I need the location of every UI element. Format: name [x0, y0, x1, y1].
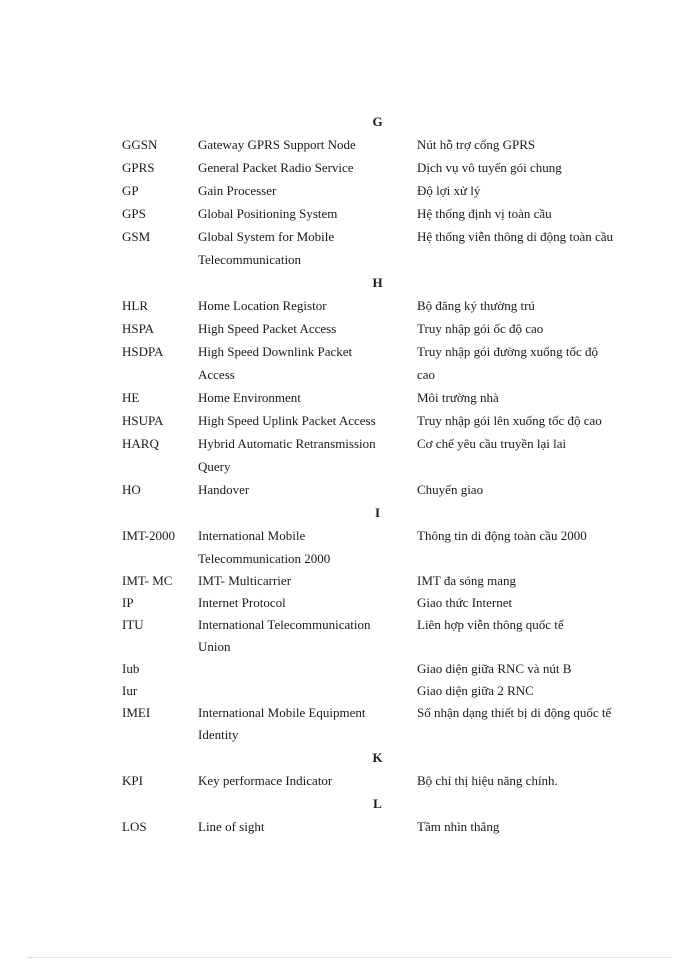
list-item [122, 478, 652, 501]
abbreviation: IMEI [122, 705, 151, 720]
abbreviation: HSUPA [122, 413, 164, 428]
vietnamese-meaning: IMT đa sóng mang [417, 573, 517, 588]
full-term: Key performace Indicator [198, 773, 333, 788]
abbreviation: GPRS [122, 160, 155, 175]
full-term: International Mobile Telecommunication 2000 [198, 528, 331, 566]
vietnamese-meaning: Liên hợp viễn thông quốc tế [417, 617, 564, 632]
list-item [122, 524, 652, 570]
list-item [122, 340, 652, 386]
section-letter-i: I [374, 505, 381, 520]
abbreviation: Iur [122, 683, 138, 698]
list-item [122, 658, 652, 680]
list-item [122, 432, 652, 478]
list-item [122, 702, 652, 746]
vietnamese-meaning: Độ lợi xử lý [417, 183, 481, 198]
section-letter-l: L [373, 796, 382, 811]
abbreviation: KPI [122, 773, 143, 788]
vietnamese-meaning: Giao diện giữa RNC và nút B [417, 661, 572, 676]
full-term: Home Environment [198, 390, 301, 405]
list-item [122, 592, 652, 614]
vietnamese-meaning: Chuyển giao [417, 482, 484, 497]
abbreviation: Iub [122, 661, 140, 676]
vietnamese-meaning: Giao thức Internet [417, 595, 513, 610]
vietnamese-meaning: Nút hỗ trợ cổng GPRS [417, 137, 536, 152]
section-letter-g: G [372, 114, 383, 129]
vietnamese-meaning: Cơ chế yêu cầu truyền lại lai [417, 436, 567, 451]
list-item [122, 202, 652, 225]
full-term: General Packet Radio Service [198, 160, 354, 175]
abbreviation: HE [122, 390, 140, 405]
full-term: Home Location Registor [198, 298, 327, 313]
list-item [122, 156, 652, 179]
section-letter-h: H [372, 275, 383, 290]
abbreviation: ITU [122, 617, 144, 632]
list-item [122, 769, 652, 792]
vietnamese-meaning: Bộ đăng ký thường trú [417, 298, 535, 313]
vietnamese-meaning: Dịch vụ vô tuyến gói chung [417, 160, 562, 175]
vietnamese-meaning: Môi trường nhà [417, 390, 499, 405]
abbreviation: IP [122, 595, 134, 610]
full-term: High Speed Uplink Packet Access [198, 413, 376, 428]
list-item [122, 680, 652, 702]
abbreviation: GPS [122, 206, 146, 221]
abbreviation: HO [122, 482, 141, 497]
full-term: Gateway GPRS Support Node [198, 137, 356, 152]
full-term: High Speed Packet Access [198, 321, 337, 336]
list-item [122, 225, 652, 271]
page-bottom-divider [28, 957, 672, 958]
vietnamese-meaning: Truy nhập gói ốc độ cao [417, 321, 544, 336]
section-letter-k: K [372, 750, 383, 765]
vietnamese-meaning: Tầm nhìn thẳng [417, 819, 500, 834]
vietnamese-meaning: Số nhận dạng thiết bị di động quốc tế [417, 705, 612, 720]
full-term: Global System for Mobile Telecommunication [198, 229, 335, 267]
abbreviation-list [122, 110, 652, 838]
list-item [122, 179, 652, 202]
full-term: Handover [198, 482, 250, 497]
vietnamese-meaning: Truy nhập gói đường xuống tốc độ cao [417, 344, 598, 382]
vietnamese-meaning: Hệ thống viễn thông di động toàn cầu [417, 229, 614, 244]
list-item [122, 133, 652, 156]
vietnamese-meaning: Giao diện giữa 2 RNC [417, 683, 534, 698]
full-term: Line of sight [198, 819, 265, 834]
full-term: Internet Protocol [198, 595, 286, 610]
vietnamese-meaning: Bộ chỉ thị hiệu năng chính. [417, 773, 558, 788]
list-item [122, 317, 652, 340]
full-term: High Speed Downlink Packet Access [198, 344, 353, 382]
vietnamese-meaning: Hệ thống định vị toàn cầu [417, 206, 552, 221]
list-item [122, 294, 652, 317]
full-term: International Telecommunication Union [198, 617, 371, 654]
full-term: Global Positioning System [198, 206, 338, 221]
list-item [122, 614, 652, 658]
abbreviation: GGSN [122, 137, 158, 152]
abbreviation: GP [122, 183, 139, 198]
full-term: Gain Processer [198, 183, 277, 198]
abbreviation: HLR [122, 298, 148, 313]
list-item [122, 386, 652, 409]
abbreviation: HSPA [122, 321, 155, 336]
list-item [122, 815, 652, 838]
abbreviation: HSDPA [122, 344, 164, 359]
abbreviation: GSM [122, 229, 151, 244]
abbreviation: IMT- MC [122, 573, 173, 588]
vietnamese-meaning: Thông tin di động toàn cầu 2000 [417, 528, 587, 543]
vietnamese-meaning: Truy nhập gói lên xuống tốc độ cao [417, 413, 602, 428]
list-item [122, 409, 652, 432]
full-term: Hybrid Automatic Retransmission Query [198, 436, 376, 474]
full-term: IMT- Multicarrier [198, 573, 292, 588]
abbreviation: IMT-2000 [122, 528, 175, 543]
abbreviation: HARQ [122, 436, 159, 451]
list-item [122, 570, 652, 592]
abbreviation: LOS [122, 819, 147, 834]
full-term: International Mobile Equipment Identity [198, 705, 366, 742]
